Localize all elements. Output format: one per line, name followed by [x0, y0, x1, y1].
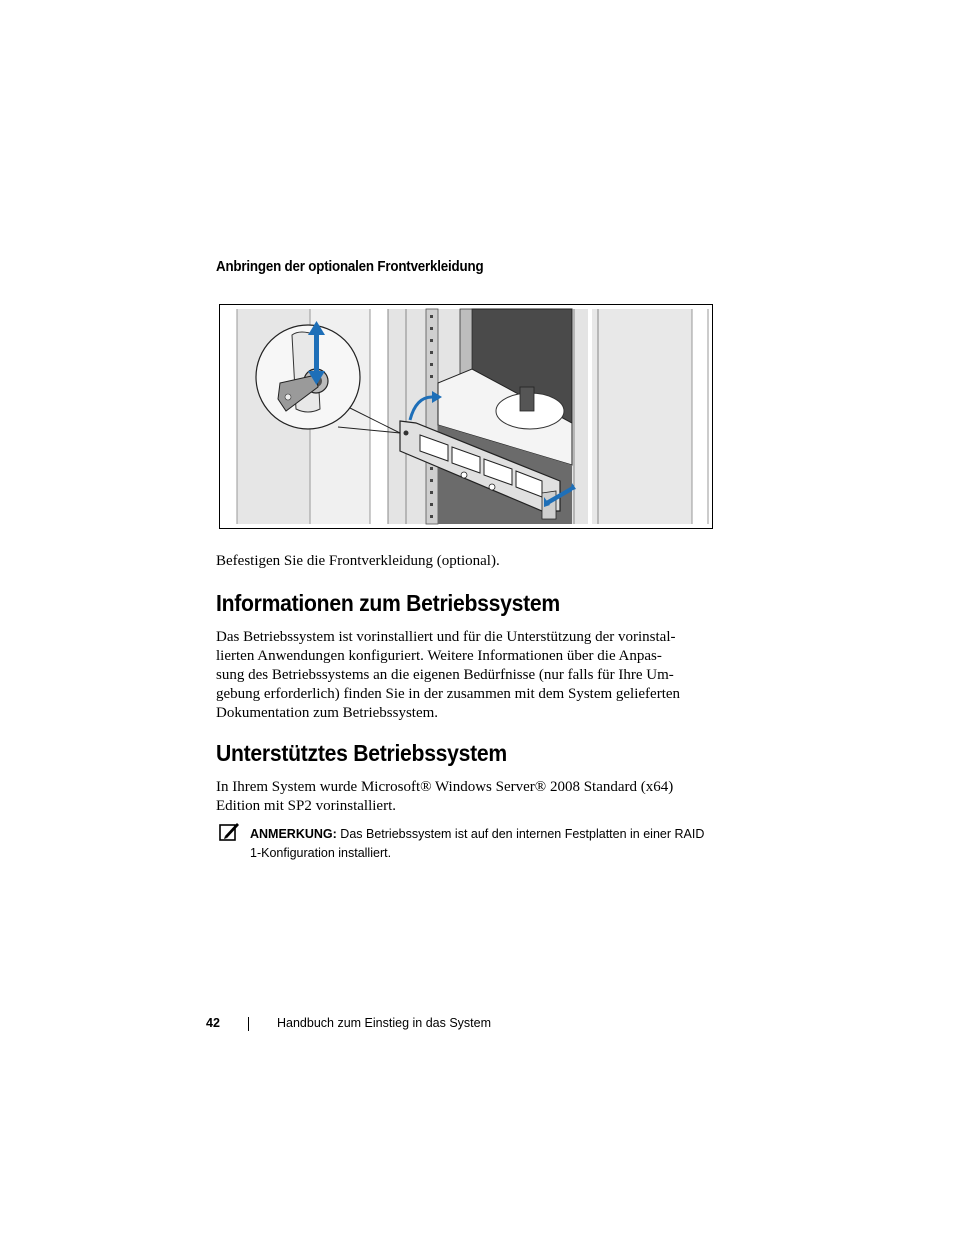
figure-caption: Befestigen Sie die Frontverkleidung (optional). — [216, 553, 500, 569]
os-info-line: Das Betriebssystem ist vorinstalliert und für die Unterstützung der vorinstal- — [216, 629, 676, 645]
supported-os-line: In Ihrem System wurde Microsoft® Windows Server® 2008 Standard (x64) — [216, 779, 674, 795]
os-info-line: sung des Betriebssystems an die eigenen Bedürfnisse (nur falls für Ihre Um- — [216, 667, 674, 683]
supported-os-line: Edition mit SP2 vorinstalliert. — [216, 798, 396, 814]
pencil-note-icon — [219, 822, 241, 847]
os-info-line: Dokumentation zum Betriebssystem. — [216, 705, 439, 721]
note-text — [250, 825, 720, 863]
supported-os-heading: Unterstütztes Betriebssystem — [216, 740, 507, 766]
os-info-paragraph — [216, 628, 716, 723]
section-heading: Anbringen der optionalen Frontverkleidung — [216, 259, 484, 275]
note-line-1: Das Betriebssystem ist auf den internen Festplatten in einer RAID — [340, 827, 705, 841]
page-number: 42 — [206, 1016, 220, 1030]
os-info-line: gebung erforderlich) finden Sie in der zusammen mit dem System gelieferten — [216, 686, 681, 702]
os-info-heading: Informationen zum Betriebssystem — [216, 590, 560, 616]
note-line-2: 1-Konfiguration installiert. — [250, 846, 392, 860]
supported-os-paragraph — [216, 778, 716, 816]
footer-title: Handbuch zum Einstieg in das System — [277, 1016, 491, 1030]
os-info-line: lierten Anwendungen konfiguriert. Weitere Informationen über die Anpas- — [216, 648, 662, 664]
note-label: ANMERKUNG: — [250, 827, 337, 841]
footer-separator — [248, 1017, 249, 1031]
bezel-illustration — [219, 304, 713, 529]
